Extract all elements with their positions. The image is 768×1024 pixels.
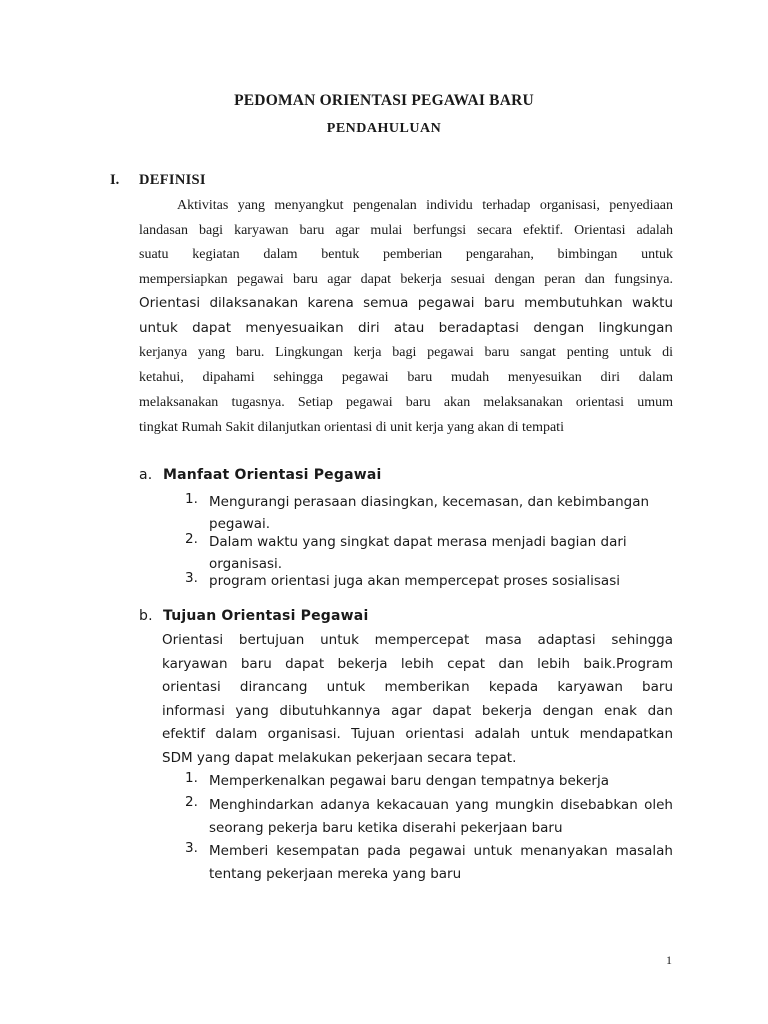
list-item-number: 1. [185,491,198,507]
document-subtitle: PENDAHULUAN [326,121,442,136]
tujuan-line: orientasi dirancang untuk memberikan kepada karyawan baru [162,679,673,695]
list-item [185,794,673,840]
list-item [185,840,673,886]
definition-line [139,395,673,411]
list-item-text: Memberi kesempatan pada pegawai untuk menanyakan masalah tentang pekerjaan mereka yang baru [209,843,673,882]
tujuan-line: efektif dalam organisasi. Tujuan orientasi adalah untuk mendapatkan [162,726,673,742]
definition-line [139,370,673,386]
tujuan-paragraph [162,629,673,770]
definition-line [139,247,673,263]
section-number: I. [110,172,120,188]
list-item-text: Menghindarkan adanya kekacauan yang mungkin disebabkan oleh seorang pekerja baru ketika diserahi pekerjaan baru [209,797,673,836]
definition-line-text: untuk dapat menyesuaikan diri atau beradaptasi dengan lingkungan [139,320,673,336]
definition-line-text: Aktivitas yang menyangkut pengenalan individu terhadap organisasi, penyediaan [177,198,673,213]
definition-line-text: mempersiapkan pegawai baru agar dapat bekerja sesuai dengan peran dan fungsinya. [139,272,673,287]
definition-line [139,223,673,239]
tujuan-letter: b. [139,608,153,624]
definition-line-text: kerjanya yang baru. Lingkungan kerja bagi pegawai baru sangat penting untuk di [139,345,673,360]
list-item-text: Memperkenalkan pegawai baru dengan tempatnya bekerja [209,773,609,789]
list-item-number: 3. [185,570,198,586]
definition-line-text: Orientasi dilaksanakan karena semua pegawai baru membutuhkan waktu [139,295,673,311]
definition-line-text: landasan bagi karyawan baru agar mulai berfungsi secara efektif. Orientasi adalah [139,223,673,238]
tujuan-label: Tujuan Orientasi Pegawai [163,608,369,624]
definition-line [139,272,673,288]
tujuan-line: SDM yang dapat melakukan pekerjaan secara tepat. [162,749,517,766]
manfaat-label: Manfaat Orientasi Pegawai [163,467,382,483]
definition-line [139,345,673,361]
list-item-text: Mengurangi perasaan diasingkan, kecemasan, dan kebimbangan pegawai. [209,494,650,532]
document-title: PEDOMAN ORIENTASI PEGAWAI BARU [234,92,534,109]
list-item [185,491,673,535]
list-item-number: 3. [185,840,198,856]
tujuan-line: karyawan baru dapat bekerja lebih cepat dan lebih baik.Program [162,655,673,672]
list-item-number: 2. [185,531,198,547]
manfaat-heading [139,467,382,483]
definition-line-text: melaksanakan tugasnya. Setiap pegawai baru akan melaksanakan orientasi umum [139,395,673,410]
tujuan-line: Orientasi bertujuan untuk mempercepat masa adaptasi sehingga [162,632,673,648]
definition-line [139,420,673,436]
list-item [185,770,673,792]
definition-line [139,295,673,311]
list-item [185,531,673,575]
definition-line-text: suatu kegiatan dalam bentuk pemberian pengarahan, bimbingan untuk [139,247,673,262]
definition-line-text: tingkat Rumah Sakit dilanjutkan orientasi di unit kerja yang akan di tempati [139,420,564,435]
definition-line [139,320,673,336]
list-item-number: 1. [185,770,198,786]
page-number: 1 [666,953,672,967]
list-item-number: 2. [185,794,198,810]
manfaat-letter: a. [139,467,153,483]
definition-line-text: ketahui, dipahami sehingga pegawai baru mudah menyesuikan diri dalam [139,370,673,385]
section-title: DEFINISI [139,172,206,188]
definition-line [139,198,673,214]
list-item-text: program orientasi juga akan mempercepat proses sosialisasi [209,573,620,589]
list-item-text: Dalam waktu yang singkat dapat merasa menjadi bagian dari organisasi. [209,534,627,572]
tujuan-heading [139,608,368,624]
tujuan-line: informasi yang dibutuhkannya agar dapat bekerja dengan enak dan [162,702,673,719]
list-item [185,570,673,592]
